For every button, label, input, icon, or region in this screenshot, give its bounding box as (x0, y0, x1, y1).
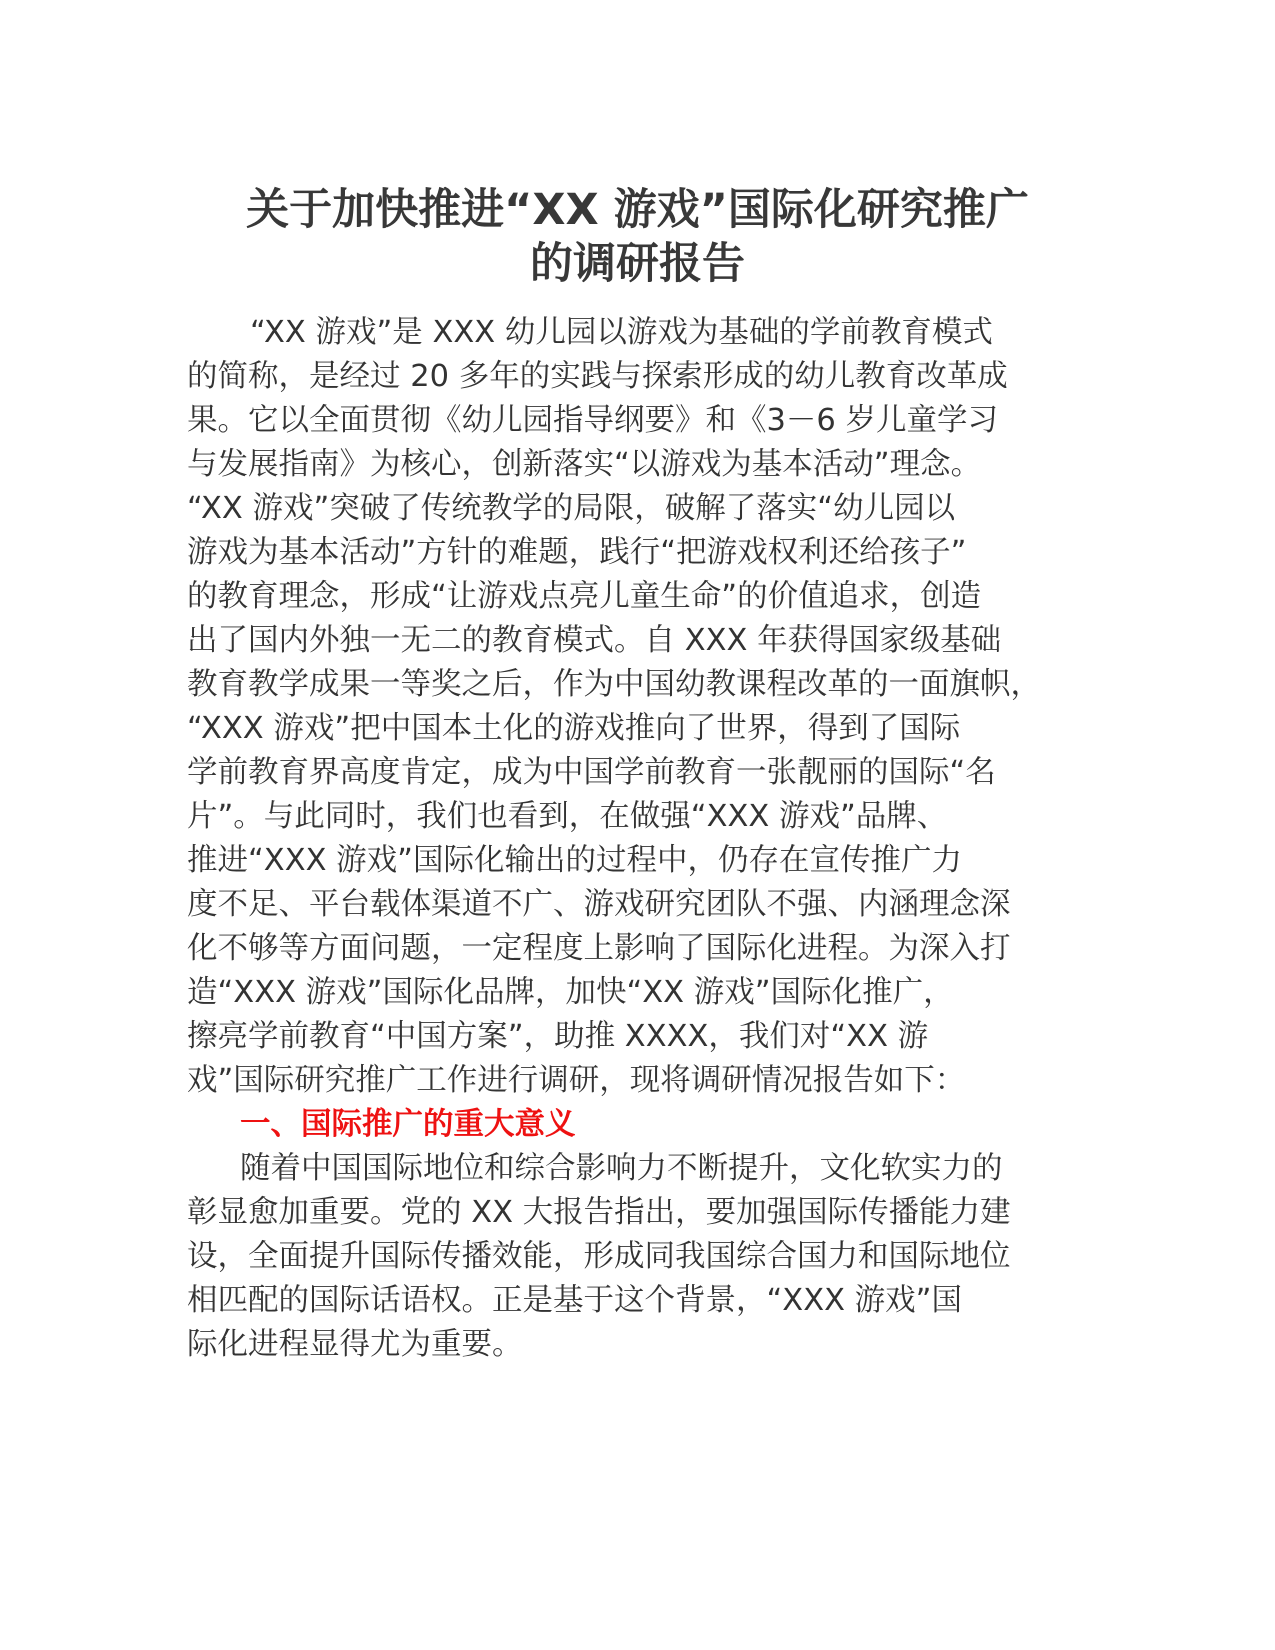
paragraph-line: 随着中国国际地位和综合影响力不断提升，文化软实力的 (240, 1151, 1003, 1186)
section-1-heading: 一、国际推广的重大意义 (240, 1107, 576, 1142)
paragraph-line: “XXX 游戏”把中国本土化的游戏推向了世界，得到了国际 (187, 711, 961, 746)
paragraph-line: 彰显愈加重要。党的 XX 大报告指出，要加强国际传播能力建 (187, 1195, 1011, 1230)
paragraph-line: 设，全面提升国际传播效能，形成同我国综合国力和国际地位 (187, 1239, 1011, 1274)
paragraph-line: 的简称，是经过 20 多年的实践与探索形成的幼儿教育改革成 (187, 359, 1008, 394)
paragraph-line: 的教育理念，形成“让游戏点亮儿童生命”的价值追求，创造 (187, 579, 982, 614)
paragraph-line: “XX 游戏”突破了传统教学的局限，破解了落实“幼儿园以 (187, 491, 956, 526)
paragraph-line: 相匹配的国际话语权。正是基于这个背景，“XXX 游戏”国 (187, 1283, 962, 1318)
paragraph-line: 际化进程显得尤为重要。 (187, 1327, 523, 1362)
paragraph-line: 游戏为基本活动”方针的难题，践行“把游戏权利还给孩子” (187, 535, 967, 570)
paragraph-line: 造“XXX 游戏”国际化品牌，加快“XX 游戏”国际化推广， (187, 975, 954, 1010)
paragraph-line: 化不够等方面问题，一定程度上影响了国际化进程。为深入打 (187, 931, 1011, 966)
paragraph-line: 度不足、平台载体渠道不广、游戏研究团队不强、内涵理念深 (187, 887, 1011, 922)
paragraph-line: 与发展指南》为核心，创新落实“以游戏为基本活动”理念。 (187, 447, 982, 482)
paragraph-line: 片”。与此同时，我们也看到，在做强“XXX 游戏”品牌、 (187, 799, 948, 834)
paragraph-line: 戏”国际研究推广工作进行调研，现将调研情况报告如下： (187, 1063, 966, 1098)
paragraph-line: 擦亮学前教育“中国方案”，助推 XXXX，我们对“XX 游 (187, 1019, 929, 1054)
document-title-line-1: 关于加快推进“XX 游戏”国际化研究推广 (246, 185, 1029, 235)
paragraph-line: 果。它以全面贯彻《幼儿园指导纲要》和《3－6 岁儿童学习 (187, 403, 999, 438)
document-title-line-2: 的调研报告 (530, 239, 745, 289)
paragraph-line: 学前教育界高度肯定，成为中国学前教育一张靓丽的国际“名 (187, 755, 996, 790)
paragraph-line: 推进“XXX 游戏”国际化输出的过程中，仍存在宣传推广力 (187, 843, 962, 878)
paragraph-line: “XX 游戏”是 XXX 幼儿园以游戏为基础的学前教育模式 (250, 315, 993, 350)
paragraph-line: 教育教学成果一等奖之后，作为中国幼教课程改革的一面旗帜， (187, 667, 1041, 702)
paragraph-line: 出了国内外独一无二的教育模式。自 XXX 年获得国家级基础 (187, 623, 1002, 658)
